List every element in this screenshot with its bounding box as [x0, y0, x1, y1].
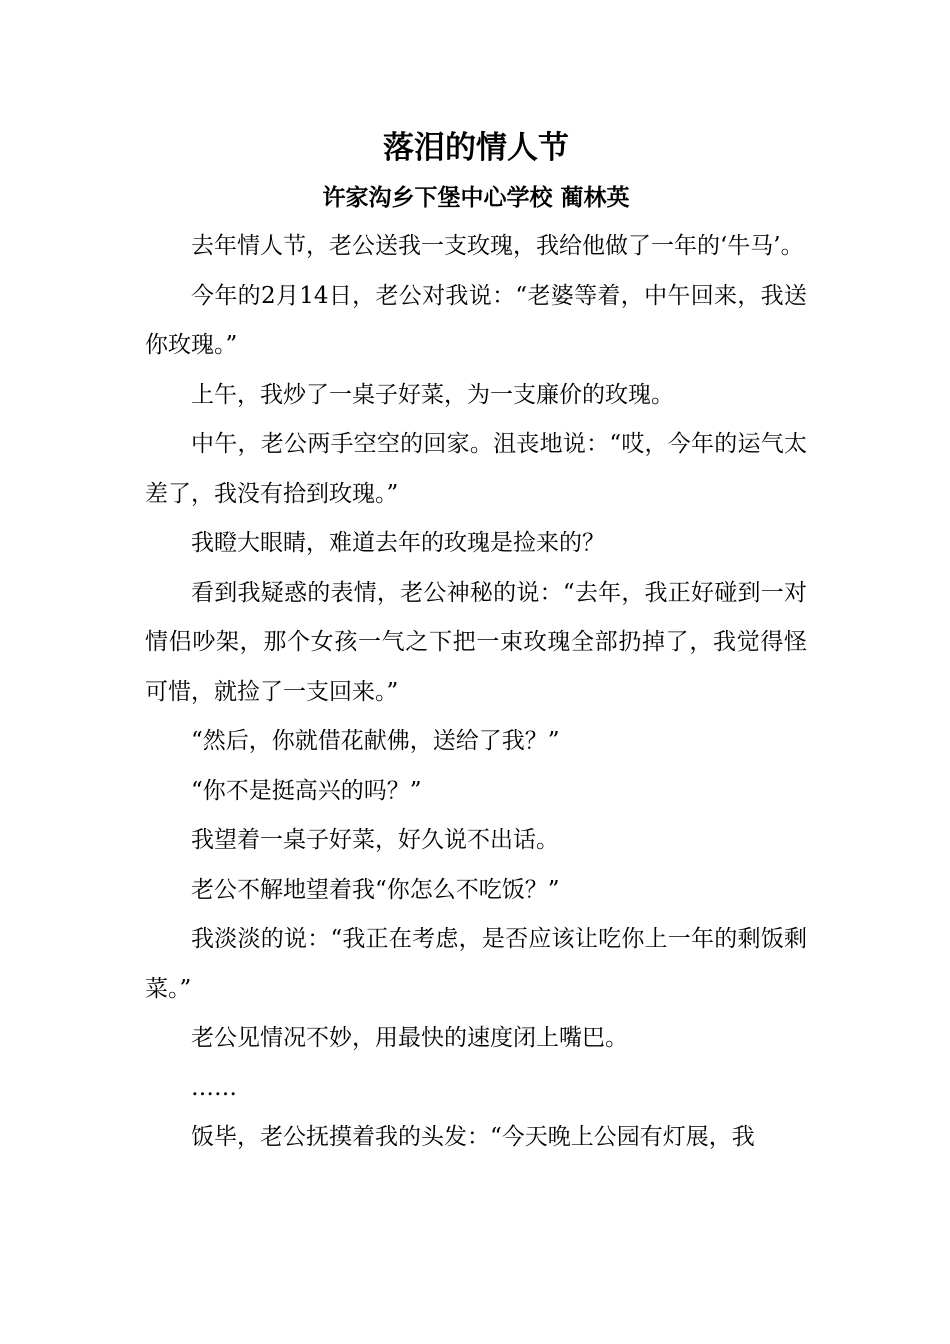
document-body — [145, 222, 807, 1163]
paragraph: 去年情人节，老公送我一支玫瑰，我给他做了一年的‘牛马’。 — [191, 233, 804, 259]
paragraph: 看到我疑惑的表情，老公神秘的说：“去年，我正好碰到一对情侣吵架，那个女孩一气之下把一束玫瑰全部扔掉了，我觉得怪可惜，就捡了一支回来。” — [145, 579, 807, 705]
paragraph: 老公不解地望着我“你怎么不吃饭？” — [191, 876, 560, 903]
paragraph: 老公见情况不妙，用最快的速度闭上嘴巴。 — [191, 1025, 628, 1051]
paragraph: 我望着一桌子好菜，好久说不出话。 — [191, 827, 559, 853]
paragraph: 我瞪大眼睛，难道去年的玫瑰是捡来的？ — [191, 530, 605, 556]
document-title: 落泪的情人节 — [383, 130, 569, 166]
paragraph: 饭毕，老公抚摸着我的头发：“今天晚上公园有灯展，我 — [191, 1124, 755, 1150]
paragraph: 今年的2月14日，老公对我说：“老婆等着，中午回来，我送你玫瑰。” — [145, 282, 807, 358]
paragraph: “然后，你就借花献佛，送给了我？” — [191, 728, 560, 754]
ellipsis-paragraph: …… — [191, 1074, 237, 1101]
paragraph: 中午，老公两手空空的回家。沮丧地说：“哎，今年的运气太差了，我没有拾到玫瑰。” — [145, 431, 807, 507]
document-page — [145, 122, 807, 1163]
document-author: 许家沟乡下堡中心学校 蔺林英 — [322, 184, 630, 211]
paragraph: 我淡淡的说：“我正在考虑，是否应该让吃你上一年的剩饭剩菜。” — [145, 926, 807, 1002]
paragraph: “你不是挺高兴的吗？” — [191, 777, 422, 804]
paragraph: 上午，我炒了一桌子好菜，为一支廉价的玫瑰。 — [191, 381, 674, 408]
